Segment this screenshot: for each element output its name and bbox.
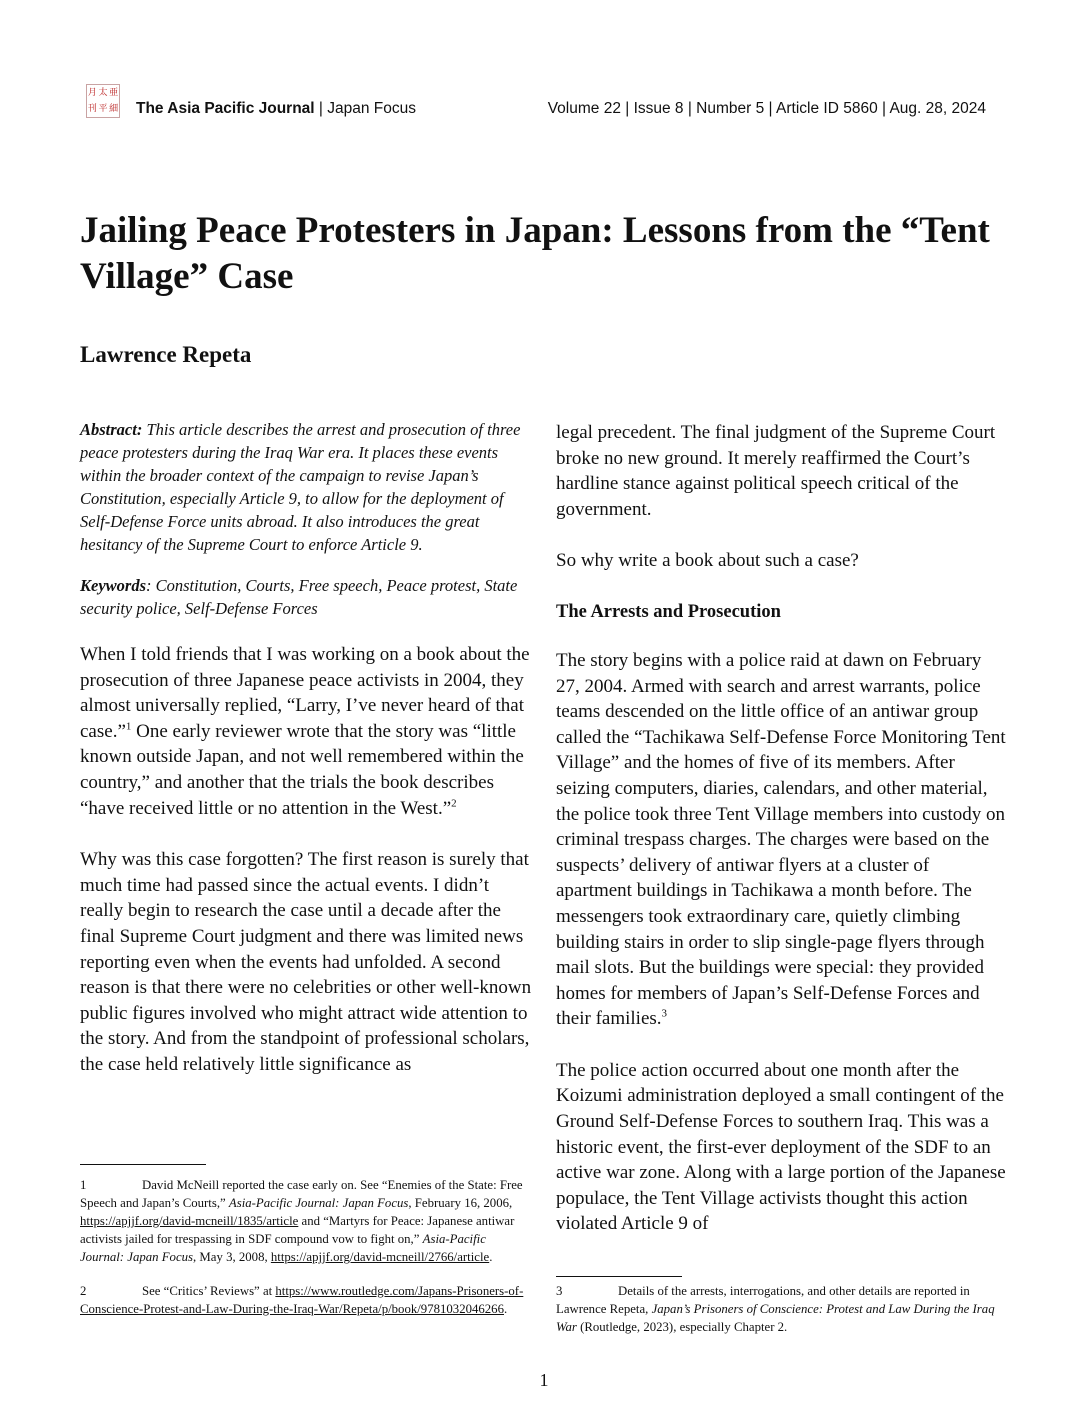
- footnote-divider: [556, 1276, 682, 1277]
- footnote-2: 2 See “Critics’ Reviews” at https://www.routledge.com/Japans-Prisoners-of-Conscience-Protest-and-Law-During-the-Iraq-War/Repeta/p/book/9781032046266.: [80, 1284, 524, 1316]
- journal-subtitle: | Japan Focus: [314, 100, 416, 117]
- abstract: [80, 418, 532, 556]
- journal-name: The Asia Pacific Journal: [136, 100, 315, 117]
- journal-header: [136, 100, 416, 118]
- footnote-ref[interactable]: 1: [125, 720, 132, 733]
- keywords: [80, 574, 532, 620]
- paragraph: The police action occurred about one month after the Koizumi administration deployed a small contingent of the Ground Self-Defense Forces to southern Iraq. This was a historic event, the first-ever deployment of the SDF to an active war zone. Along with a large portion of the Japanese populace, the Tent Village activists thought this action violated Article 9 of: [556, 1059, 1006, 1235]
- paragraph: legal precedent. The final judgment of the Supreme Court broke no new ground. It merely reaffirmed the Court’s hardline stance against political speech critical of the government.: [556, 422, 996, 520]
- section-heading: The Arrests and Prosecution: [556, 601, 781, 622]
- paragraph: Why was this case forgotten? The first reason is surely that much time had passed since the actual events. I didn’t really begin to research the case until a decade after the final Supreme Court judgment and there was limited news reporting even when the events had unfolded. A second reason is that there were no celebrities or other well-known public figures involved who might attract wide attention to the story. And from the standpoint of professional scholars, the case held relatively little significance as: [80, 849, 532, 1075]
- issue-info: Volume 22 | Issue 8 | Number 5 | Article ID 5860 | Aug. 28, 2024: [547, 100, 986, 117]
- page-number: 1: [539, 1370, 549, 1390]
- footnote-divider: [80, 1164, 206, 1165]
- article-author: Lawrence Repeta: [80, 342, 252, 367]
- footnote-link[interactable]: https://apjjf.org/david-mcneill/1835/article: [80, 1214, 299, 1228]
- abstract-text: This article describes the arrest and prosecution of three peace protesters during the Iraq War era. It places these events within the broader context of the campaign to revise Japan’s Constitution, especially Article 9, to allow for the deployment of Self-Defense Force units abroad. It also introduces the great hesitancy of the Supreme Court to enforce Article 9.: [80, 420, 521, 554]
- footnote-ref[interactable]: 3: [661, 1007, 668, 1020]
- right-column: [556, 420, 1008, 1263]
- paragraph: The story begins with a police raid at dawn on February 27, 2004. Armed with search and arrest warrants, police teams descended on the little office of an antiwar group called the “Tachikawa Self-Defense Force Monitoring Tent Village” and the homes of five of its members. After seizing computers, diaries, calendars, and other material, the police took three Tent Village members into custody on criminal trespass charges. The charges were based on the suspects’ delivery of antiwar flyers at a cluster of apartment buildings in Tachikawa a month before. The messengers took extraordinary care, quietly climbing building stairs in order to slip single-page flyers through mail slots. But the buildings were special: they provided homes for members of Japan’s Self-Defense Forces and their families.$^3$: [556, 649, 1006, 1030]
- footnote-ref[interactable]: 2: [451, 797, 457, 810]
- footnote-link[interactable]: https://www.routledge.com/Japans-Prisoners-of-Conscience-Protest-and-Law-During-the-Iraq-War/Repeta/p/book/9781032046266: [80, 1284, 524, 1316]
- left-column: [80, 418, 532, 1104]
- footnote-3: 3 Details of the arrests, interrogations, and other details are reported in Lawrence Repeta, Japan’s Prisoners of Conscience: Protest and Law During the Iraq War (Routledge, 2023), especially Chapter 2.: [556, 1284, 995, 1334]
- keywords-text: : Constitution, Courts, Free speech, Peace protest, State security police, Self-Defense Forces: [80, 576, 518, 618]
- article-title: Jailing Peace Protesters in Japan: Lessons from the “Tent Village” Case: [80, 210, 990, 297]
- footnote-1: 1 David McNeill reported the case early on. See “Enemies of the State: Free Speech and Japan’s Courts,” Asia-Pacific Journal: Japan Focus, February 16, 2006, https://apjjf.org/david-mcneill/1835/article and “Martyrs for Peace: Japanese antiwar activists jailed for trespassing in SDF compound vow to fight on,” Asia-Pacific Journal: Japan Focus, May 3, 2008, https://apjjf.org/david-mcneill/2766/article.: [80, 1178, 523, 1264]
- paragraph: So why write a book about such a case?: [556, 550, 859, 572]
- paragraph: When I told friends that I was working on a book about the prosecution of three Japanese peace activists in 2004, they almost universally replied, “Larry, I’ve never heard of that case.”$^1$ One early reviewer wrote that the story was “little known outside Japan, and not well remembered within the country,” and another that the trials the book describes “have received little or no attention in the West.”$^2$: [80, 644, 530, 819]
- abstract-label: Abstract:: [80, 420, 143, 439]
- footnote-link[interactable]: https://apjjf.org/david-mcneill/2766/article: [270, 1250, 490, 1264]
- keywords-label: Keywords: [80, 576, 146, 595]
- journal-logo: 月 太 亜 刊 平 細: [86, 84, 120, 118]
